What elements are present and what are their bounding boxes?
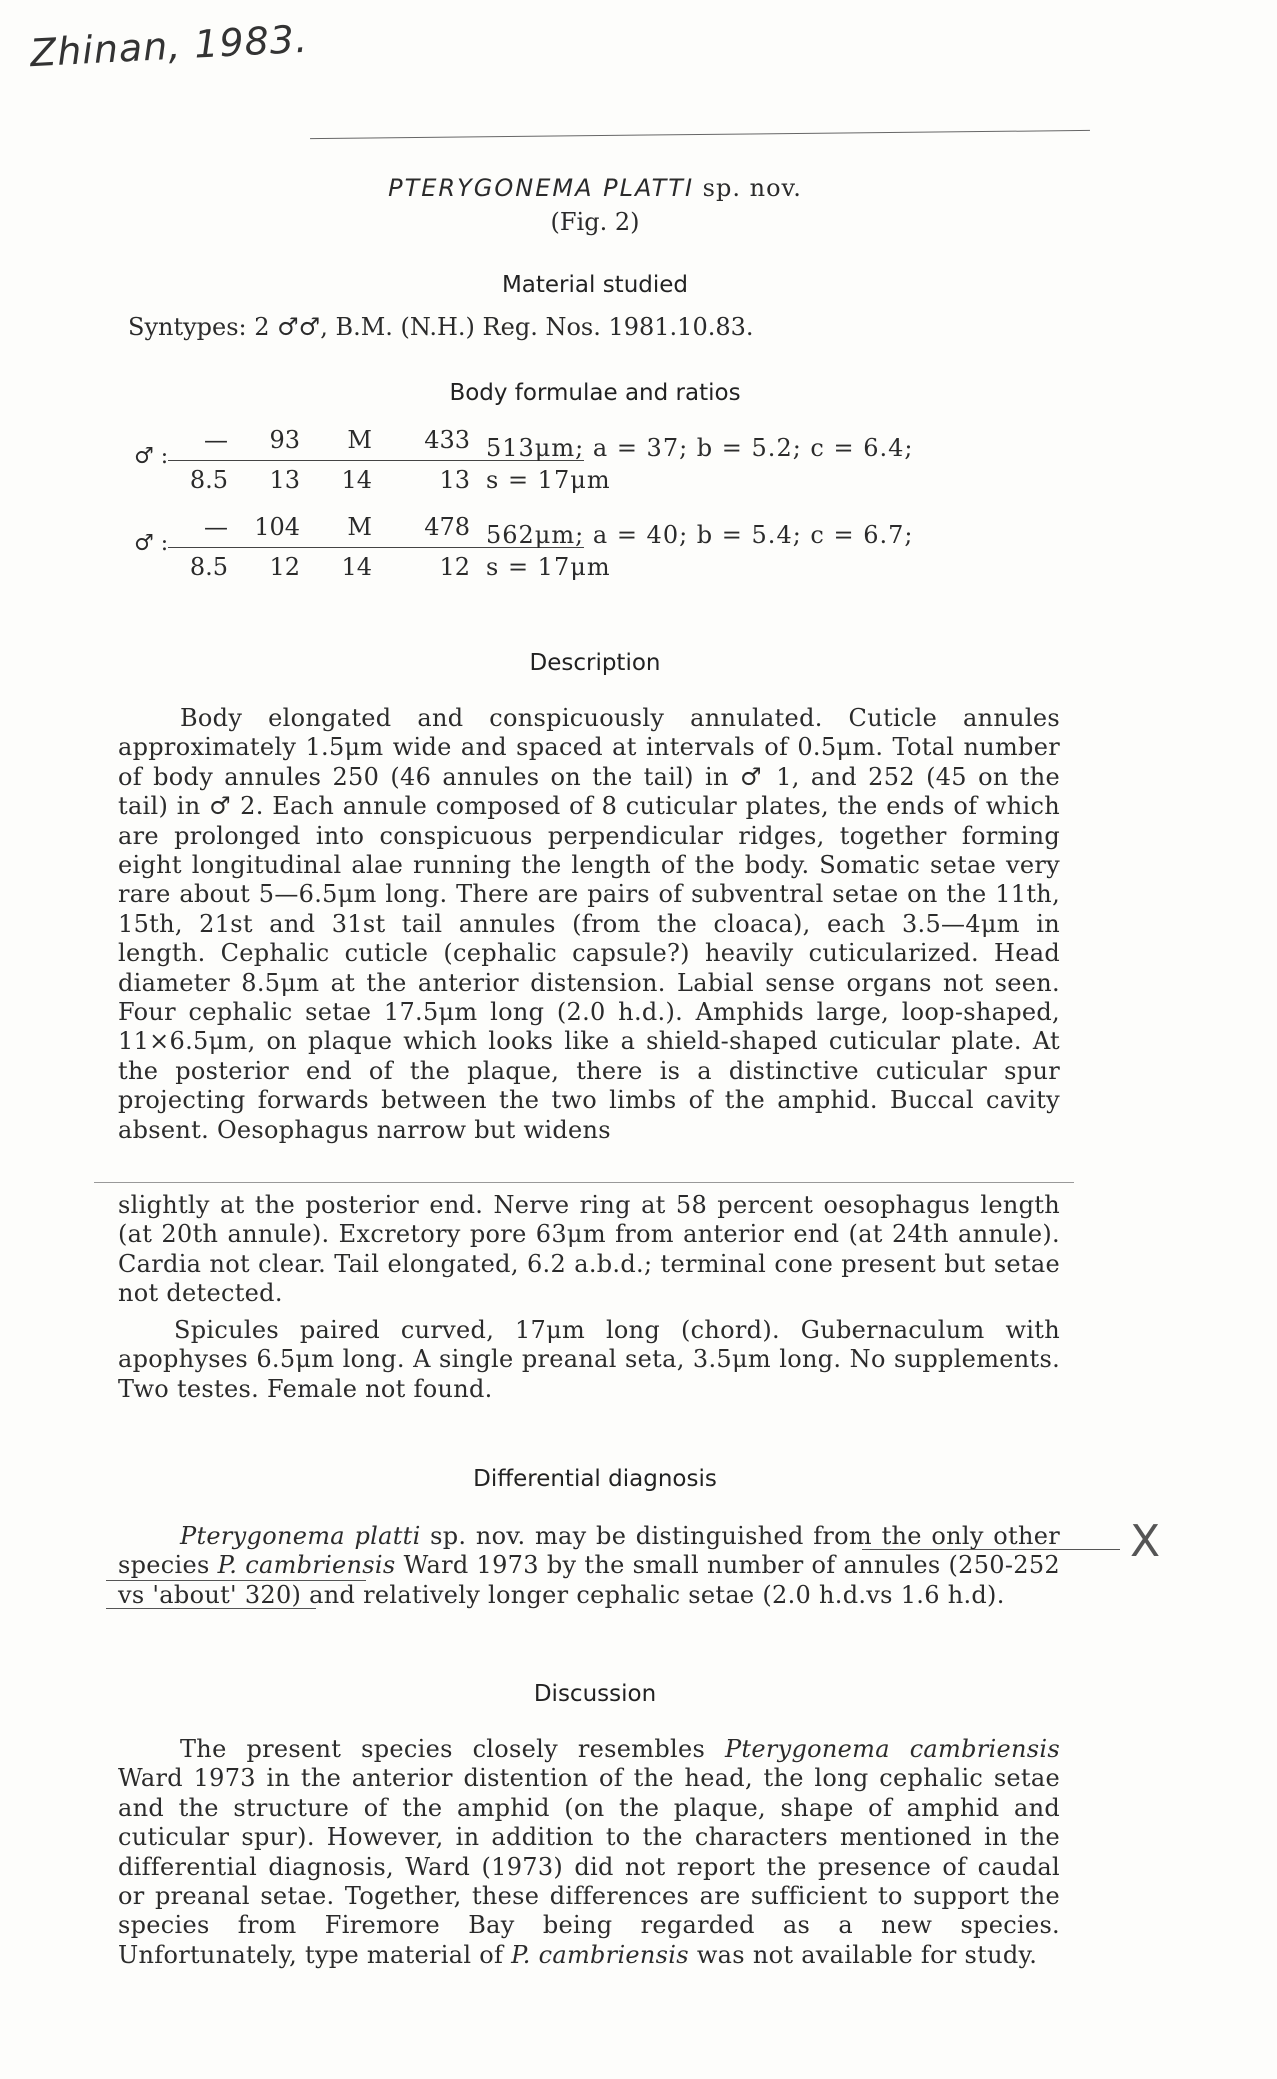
figure-ref: (Fig. 2): [550, 208, 640, 236]
discussion-text: was not available for study.: [688, 1940, 1038, 1969]
ratio-line: 513μm; a = 37; b = 5.2; c = 6.4;: [486, 434, 914, 462]
ratio-line: s = 17μm: [486, 553, 611, 581]
differential-text: sp. nov. may be distinguished from the only other species: [118, 1522, 1060, 1580]
formula-cell: 433: [424, 426, 470, 454]
male-symbol: ♂ :: [134, 531, 169, 556]
species-name: PTERYGONEMA PLATTI: [388, 174, 695, 202]
species-name-italic: P. cambriensis: [511, 1940, 689, 1969]
discussion-text: The present species closely resembles: [180, 1735, 725, 1763]
species-title: [0, 174, 1190, 202]
ratio-line: 562μm; a = 40; b = 5.4; c = 6.7;: [486, 521, 914, 549]
description-continued: [118, 1191, 1060, 1309]
pen-underline: [862, 1549, 1120, 1550]
formula-cell: 14: [341, 553, 372, 581]
heading-discussion: Discussion: [533, 1681, 657, 1707]
top-rule: [310, 130, 1090, 139]
formula-row: [120, 426, 1080, 494]
species-name-italic: Pterygonema platti: [180, 1522, 421, 1550]
description-text: Body elongated and conspicuously annulated. Cuticle annules approximately 1.5μm wide and spaced at intervals of 0.5μm. Total number of body annules 250 (46 annules on the tail) in ♂ 1, and 252 (45 on the tail) in ♂ 2. Each annule composed of 8 cuticular plates, the ends of which are prolonged into conspicuous perpendicular ridges, together forming eight longitudinal alae running the length of the body. Somatic setae very rare about 5—6.5μm long. There are pairs of subventral setae on the 11th, 15th, 21st and 31st tail annules (from the cloaca), each 3.5—4μm in length. Cephalic cuticle (cephalic capsule?) heavily cuticularized. Head diameter 8.5μm at the anterior distension. Labial sense organs not seen. Four cephalic setae 17.5μm long (2.0 h.d.). Amphids large, loop-shaped, 11×6.5μm, on plaque which looks like a shield-shaped cuticular plate. At the posterior end of the plaque, there is a distinctive cuticular spur projecting forwards between the two limbs of the amphid. Buccal cavity absent. Oesophagus narrow but widens: [118, 704, 1060, 1144]
formula-cell: —: [204, 426, 228, 454]
margin-mark: X: [1130, 1516, 1161, 1567]
heading-material: Material studied: [501, 272, 689, 298]
male-symbol: ♂ :: [134, 444, 169, 469]
differential-paragraph: [118, 1522, 1060, 1610]
heading-description: Description: [529, 650, 661, 676]
material-text: Syntypes: 2 ♂♂, B.M. (N.H.) Reg. Nos. 1981.10.83.: [128, 313, 754, 341]
pen-underline: [106, 1608, 316, 1609]
pen-underline: [106, 1580, 366, 1581]
handwritten-note: Zhinan, 1983.: [29, 16, 310, 76]
spicules-paragraph: [118, 1316, 1060, 1404]
differential-text: Ward 1973 by the small number of annules (250-252 vs 'about' 320) and relatively longer cephalic setae (2.0 h.d.vs 1.6 h.d).: [118, 1551, 1060, 1609]
formula-cell: 14: [341, 466, 372, 494]
formula-cell: M: [347, 513, 372, 541]
formula-cell: 104: [254, 513, 300, 541]
ratio-line: s = 17μm: [486, 466, 611, 494]
formula-cell: —: [204, 513, 228, 541]
description-text-continued: slightly at the posterior end. Nerve ring at 58 percent oesophagus length (at 20th annule). Excretory pore 63μm from anterior end (at 24th annule). Cardia not clear. Tail elongated, 6.2 a.b.d.; terminal cone present but setae not detected.: [118, 1191, 1060, 1308]
discussion-paragraph: [118, 1735, 1060, 1970]
formula-cell: 13: [269, 466, 300, 494]
formula-cell: 8.5: [189, 553, 228, 581]
spicules-text: Spicules paired curved, 17μm long (chord). Gubernaculum with apophyses 6.5μm long. A single preanal seta, 3.5μm long. No supplements. Two testes. Female not found.: [118, 1316, 1060, 1403]
formula-cell: 8.5: [189, 466, 228, 494]
description-paragraph: [118, 704, 1060, 1145]
formula-cell: 12: [439, 553, 470, 581]
formula-cell: 13: [439, 466, 470, 494]
formula-cell: 93: [269, 426, 300, 454]
species-name-italic: Pterygonema cambriensis: [724, 1735, 1060, 1763]
species-name-italic: P. cambriensis: [217, 1551, 396, 1580]
formula-cell: 12: [269, 553, 300, 581]
page-seam-line: [94, 1182, 1074, 1183]
formula-cell: 478: [424, 513, 470, 541]
heading-formulae: Body formulae and ratios: [449, 380, 741, 406]
species-suffix: sp. nov.: [702, 174, 802, 202]
formula-row: [120, 513, 1080, 581]
formula-cell: M: [347, 426, 372, 454]
discussion-text: Ward 1973 in the anterior distention of the head, the long cephalic setae and the structure of the amphid (on the plaque, shape of amphid and cuticular spur). However, in addition to the characters mentioned in the differential diagnosis, Ward (1973) did not report the presence of caudal or preanal setae. Together, these differences are sufficient to support the species from Firemore Bay being regarded as a new species. Unfortunately, type material of: [118, 1764, 1060, 1969]
heading-differential: Differential diagnosis: [473, 1466, 717, 1492]
